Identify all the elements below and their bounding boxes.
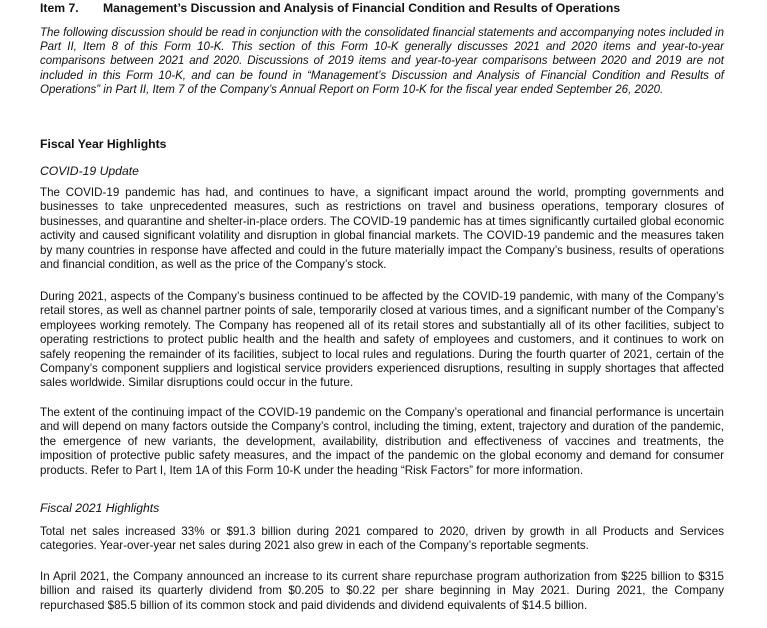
intro-paragraph: The following discussion should be read in conjunction with the consolidated financial statements and accompanying notes included in Part II, Item 8 of this Form 10-K. This section of this Form 10-K generally discusses 2021 and 2020 items and year-to-year comparisons between 2021 and 2020. Discussions of 2019 items and year-to-year comparisons between 2020 and 2019 are not included in this Form 10-K, and can be found in “Management’s Discussion and Analysis of Financial Condition and Results of Operations” in Part II, Item 7 of the Company’s Annual Report on Form 10-K for the fiscal year ended September 26, 2020. xyxy=(40,27,724,96)
fiscal-2021-paragraph-2: In April 2021, the Company announced an increase to its current share repurchase program authorization from $225 billion to $315 billion and raised its quarterly dividend from $0.205 to $0.22 per share beginning in May 2021. During 2021, the Company repurchased $85.5 billion of its common stock and paid dividends and dividend equivalents of $14.5 billion. xyxy=(40,570,724,612)
item-number: Item 7. xyxy=(40,1,79,15)
fiscal-2021-paragraph-1: Total net sales increased 33% or $91.3 billion during 2021 compared to 2020, driven by growth in all Products and Services categories. Year-over-year net sales during 2021 also grew in each of the Company’s reportable segments. xyxy=(40,525,724,553)
item-title: Management’s Discussion and Analysis of Financial Condition and Results of Operations xyxy=(103,1,621,15)
item-heading xyxy=(40,1,724,16)
covid-update-heading: COVID-19 Update xyxy=(40,164,139,178)
fiscal-2021-highlights-heading: Fiscal 2021 Highlights xyxy=(40,501,160,515)
covid-paragraph-3: The extent of the continuing impact of the COVID-19 pandemic on the Company’s operational and financial performance is uncertain and will depend on many factors outside the Company’s control, including the timing, extent, trajectory and duration of the pandemic, the emergence of new variants, the development, availability, distribution and effectiveness of vaccines and treatments, the imposition of protective public safety measures, and the impact of the pandemic on the global economy and demand for consumer products. Refer to Part I, Item 1A of this Form 10-K under the heading “Risk Factors” for more information. xyxy=(40,406,724,477)
fiscal-year-highlights-heading: Fiscal Year Highlights xyxy=(40,137,167,151)
covid-paragraph-1: The COVID-19 pandemic has had, and continues to have, a significant impact around the world, prompting governments and businesses to take unprecedented measures, such as restrictions on travel and business operations, temporary closures of businesses, and quarantine and shelter-in-place orders. The COVID-19 pandemic has at times significantly curtailed global economic activity and caused significant volatility and disruption in global financial markets. The COVID-19 pandemic and the measures taken by many countries in response have affected and could in the future materially impact the Company’s business, results of operations and financial condition, as well as the price of the Company’s stock. xyxy=(40,186,724,272)
covid-paragraph-2: During 2021, aspects of the Company’s business continued to be affected by the COVID-19 pandemic, with many of the Company’s retail stores, as well as channel partner points of sale, temporarily closed at various times, and a significant number of the Company’s employees working remotely. The Company has reopened all of its retail stores and substantially all of its other facilities, subject to operating restrictions to protect public health and the health and safety of employees and customers, and it continues to work on safely reopening the remainder of its facilities, subject to local rules and regulations. During the fourth quarter of 2021, certain of the Company’s component suppliers and logistical service providers experienced disruptions, resulting in supply shortages that affected sales worldwide. Similar disruptions could occur in the future. xyxy=(40,290,724,390)
